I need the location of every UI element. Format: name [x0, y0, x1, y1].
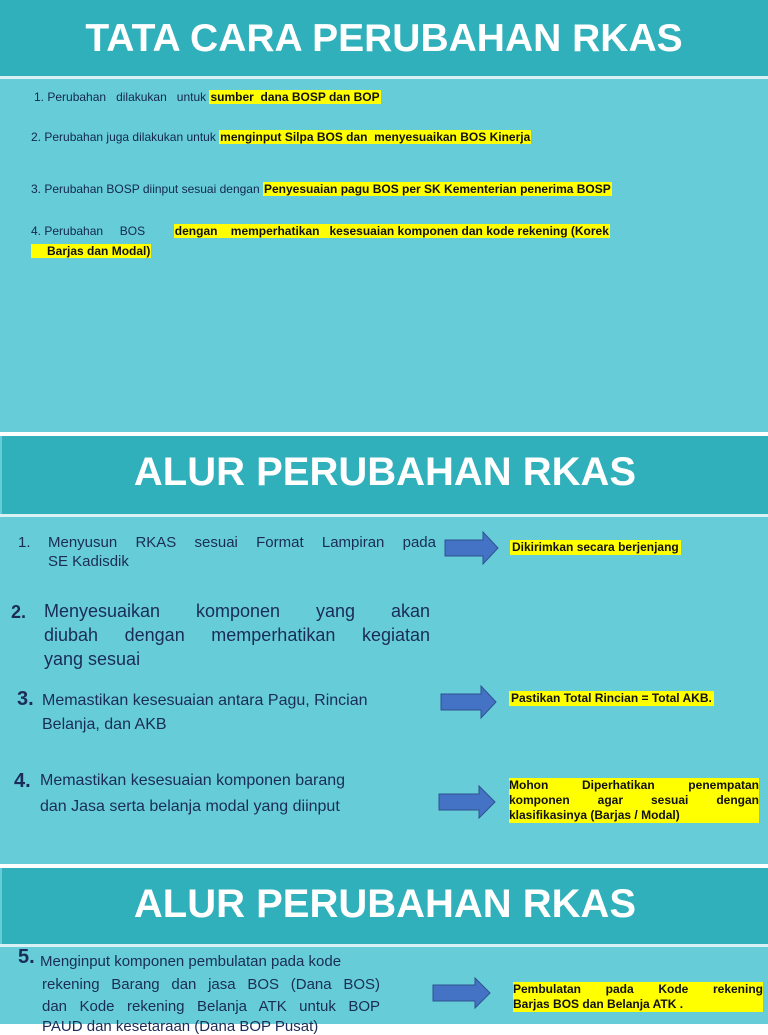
- title-divider: [0, 944, 768, 947]
- note-box: [513, 982, 763, 1012]
- step-text: Memastikan kesesuaian antara Pagu, Rincian: [42, 692, 368, 709]
- item-number: 4.: [31, 224, 42, 238]
- arrow-right-icon: [444, 530, 500, 566]
- note-line: komponen agar sesuai dengan: [509, 793, 759, 807]
- note-line: Mohon Diperhatikan penempatan: [509, 778, 759, 792]
- note-line: klasifikasinya (Barjas / Modal): [509, 808, 680, 822]
- step-text: Menyusun RKAS sesuai Format Lampiran pada: [48, 534, 436, 551]
- step-text: diubah dengan memperhatikan kegiatan: [44, 625, 430, 645]
- item-text: Perubahan BOS: [44, 224, 146, 238]
- step-text: Memastikan kesesuaian komponen barang: [40, 772, 346, 789]
- step-number: 3.: [17, 688, 34, 710]
- step-text: SE Kadisdik: [48, 553, 129, 570]
- step-text: PAUD dan kesetaraan (Dana BOP Pusat): [42, 1018, 319, 1035]
- slide-title: TATA CARA PERUBAHAN RKAS: [0, 0, 768, 76]
- slide-alur-1: [0, 436, 768, 864]
- step-number: 1.: [18, 534, 31, 551]
- item-highlight: menginput Silpa BOS dan menyesuaikan BOS Kinerja: [220, 130, 531, 144]
- item-highlight: dengan memperhatikan kesesuaian komponen dan kode rekening (Korek: [174, 224, 609, 238]
- list-item-1: [34, 90, 381, 104]
- item-highlight: Penyesuaian pagu BOS per SK Kementerian penerima BOSP: [263, 182, 611, 196]
- title-divider: [0, 76, 768, 79]
- title-divider: [0, 514, 768, 517]
- arrow-right-icon: [432, 976, 492, 1010]
- item-number: 2.: [31, 130, 42, 144]
- step-text: yang sesuai: [44, 649, 141, 669]
- slide-alur-2: [0, 868, 768, 1035]
- step-number: 5.: [18, 946, 35, 968]
- slide-title: ALUR PERUBAHAN RKAS: [2, 436, 768, 514]
- item-text: Perubahan BOSP diinput sesuai dengan: [44, 182, 260, 196]
- step-text: rekening Barang dan jasa BOS (Dana BOS): [42, 976, 380, 993]
- step-text: Menyesuaikan komponen yang akan: [44, 601, 430, 621]
- list-item-3: [31, 182, 612, 196]
- arrow-right-icon: [440, 684, 498, 720]
- step-number: 4.: [14, 770, 31, 792]
- item-text: Perubahan dilakukan untuk: [47, 90, 207, 104]
- note-line: Barjas BOS dan Belanja ATK .: [513, 997, 684, 1011]
- step-number: 2.: [11, 602, 27, 622]
- note-box: Pastikan Total Rincian = Total AKB.: [511, 691, 712, 705]
- item-number: 3.: [31, 182, 42, 196]
- step-text: dan Kode rekening Belanja ATK untuk BOP: [42, 998, 380, 1015]
- slide-title: ALUR PERUBAHAN RKAS: [2, 868, 768, 944]
- arrow-right-icon: [438, 784, 498, 820]
- slide-tata-cara: [0, 0, 768, 432]
- step-text: Belanja, dan AKB: [42, 716, 167, 733]
- note-box: [509, 778, 759, 823]
- step-text: Menginput komponen pembulatan pada kode: [40, 953, 342, 970]
- note-box: Dikirimkan secara berjenjang: [512, 540, 679, 554]
- list-item-4-cont: [31, 244, 151, 258]
- list-item-4: [31, 224, 610, 238]
- item-text: Perubahan juga dilakukan untuk: [44, 130, 216, 144]
- list-item-2: [31, 130, 531, 144]
- item-highlight: Barjas dan Modal): [31, 244, 151, 258]
- item-number: 1.: [34, 90, 45, 104]
- step-text: dan Jasa serta belanja modal yang diinput: [40, 798, 340, 815]
- note-line: Pembulatan pada Kode rekening: [513, 982, 763, 996]
- item-highlight: sumber dana BOSP dan BOP: [210, 90, 380, 104]
